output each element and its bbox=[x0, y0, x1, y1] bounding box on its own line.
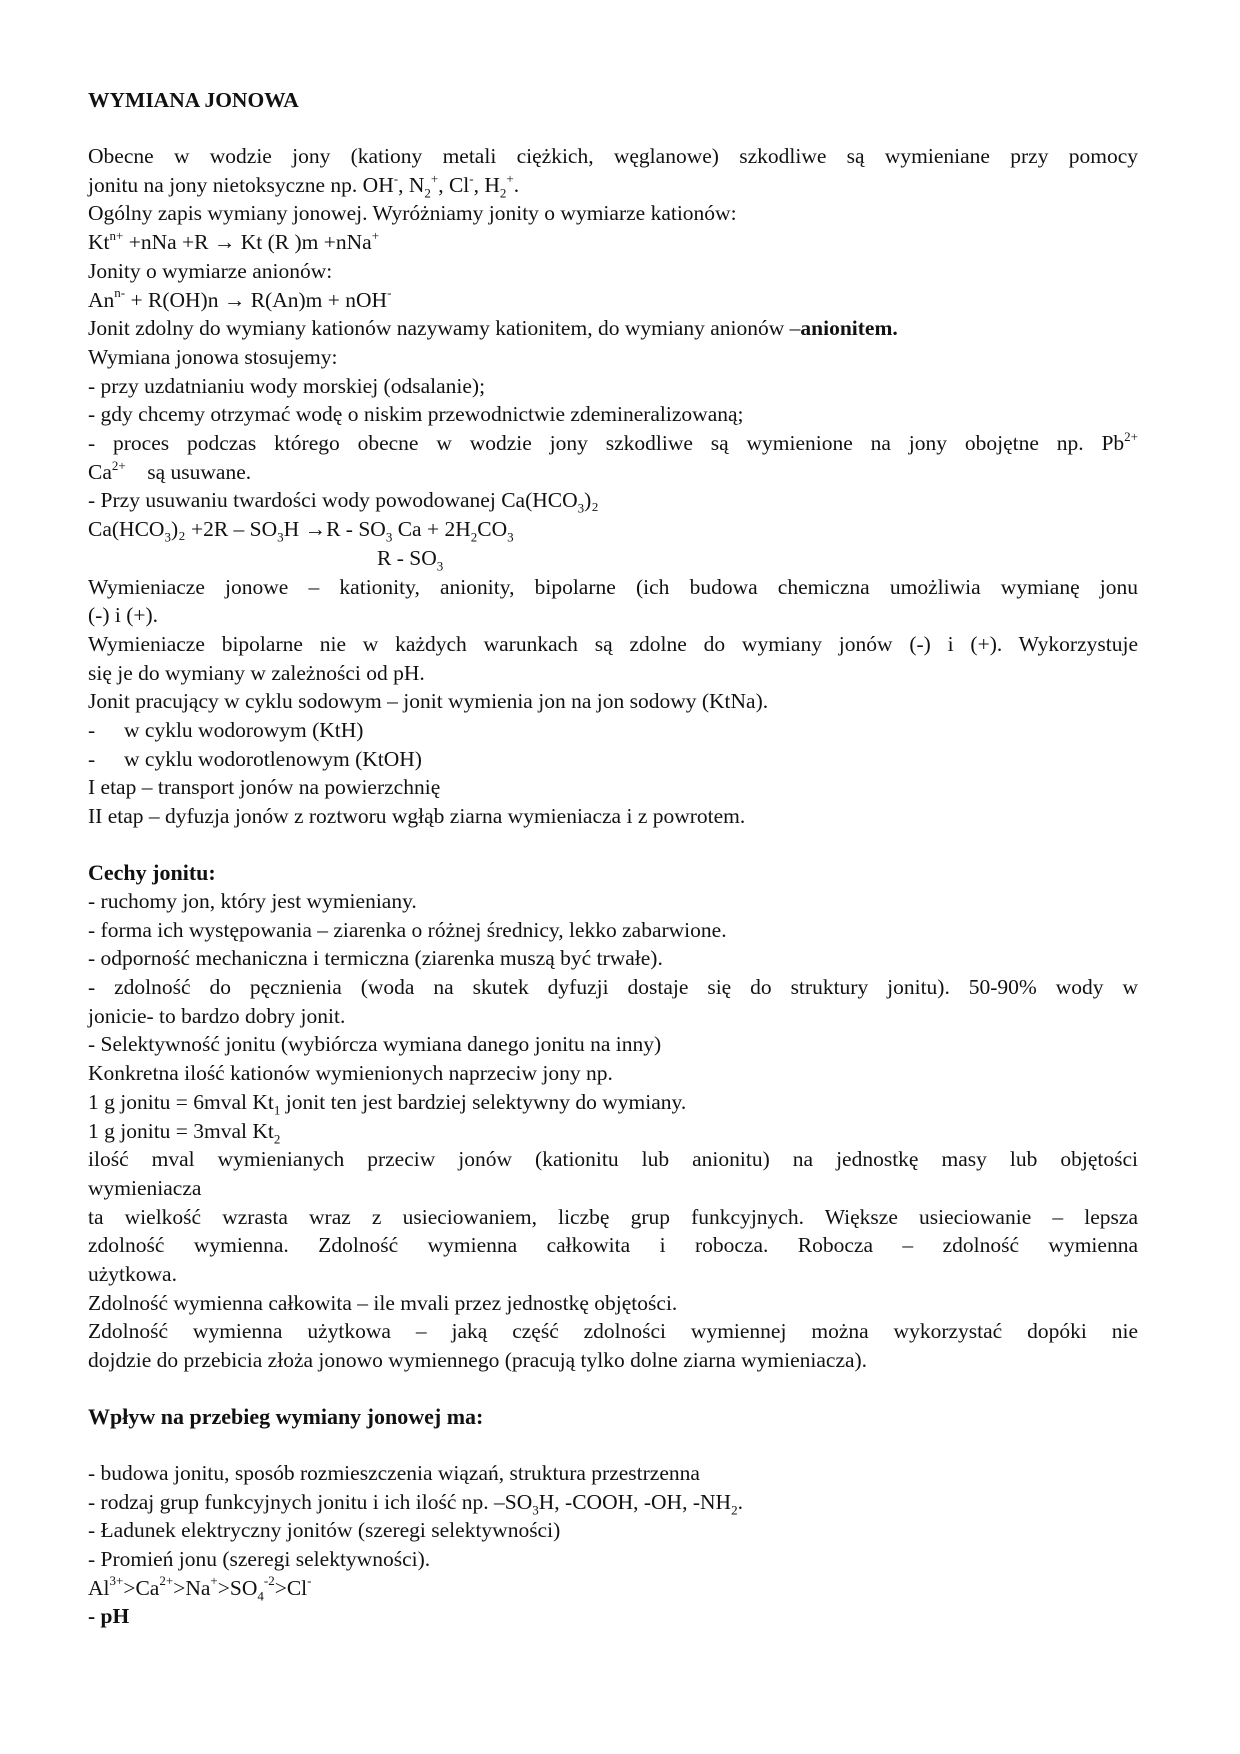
paragraph-line: Jonit zdolny do wymiany kationów nazywamy kationitem, do wymiany anionów –anionitem. bbox=[88, 316, 898, 341]
paragraph-line: Jonity o wymiarze anionów: bbox=[88, 258, 333, 283]
section-heading: Cechy jonitu: bbox=[88, 859, 216, 885]
equation-line: R - $SO_3$ bbox=[377, 545, 444, 574]
list-item: - Promień jonu (szeregi selektywności). bbox=[88, 1546, 431, 1571]
list-item: - Ładunek elektryczny jonitów (szeregi selektywności) bbox=[88, 1518, 561, 1543]
paragraph-line: dojdzie do przebicia złoża jonowo wymiennego (pracują tylko dolne ziarna wymieniacza). bbox=[88, 1348, 868, 1373]
list-item: - Przy usuwaniu twardości wody powodowanej $Ca(HCO_3)_2$ bbox=[88, 488, 599, 516]
list-item: - proces podczas którego obecne w wodzie jony szkodliwe są wymienione na jony obojętne np. $Pb^{2+}$ bbox=[88, 428, 1138, 456]
paragraph-line: zdolność wymienna. Zdolność wymienna całkowita i robocza. Robocza – zdolność wymienna bbox=[88, 1233, 1138, 1258]
paragraph-line: (-) i (+). bbox=[88, 603, 159, 628]
list-item: - pH bbox=[88, 1604, 130, 1629]
paragraph-line: jonitu na jony nietoksyczne np. OH-, $N_2^+$, Cl-, $H_2^+$. bbox=[88, 170, 520, 200]
paragraph-line: Konkretna ilość kationów wymienionych naprzeciw jony np. bbox=[88, 1061, 613, 1086]
paragraph-line: Obecne w wodzie jony (kationy metali ciężkich, węglanowe) szkodliwe są wymieniane przy pomocy bbox=[88, 144, 1138, 168]
list-item: - w cyklu wodorotlenowym (KtOH) bbox=[88, 746, 422, 771]
paragraph-line: 1 g jonitu = 6mval $Kt_1$ jonit ten jest bardziej selektywny do wymiany. bbox=[88, 1089, 687, 1118]
paragraph-line: I etap – transport jonów na powierzchnię bbox=[88, 775, 441, 800]
arrow-icon: → bbox=[304, 517, 327, 542]
list-item: jonicie- to bardzo dobry jonit. bbox=[88, 1003, 346, 1028]
list-item: - gdy chcemy otrzymać wodę o niskim przewodnictwie zdemineralizowaną; bbox=[88, 402, 744, 427]
list-item: - odporność mechaniczna i termiczna (ziarenka muszą być trwałe). bbox=[88, 946, 663, 971]
page-title: WYMIANA JONOWA bbox=[88, 88, 299, 112]
paragraph-line: się je do wymiany w zależności od pH. bbox=[88, 660, 425, 685]
paragraph-line: 1 g jonitu = 3mval $Kt_2$ bbox=[88, 1118, 281, 1146]
paragraph-line: Zdolność wymienna całkowita – ile mvali przez jednostkę objętości. bbox=[88, 1290, 678, 1315]
paragraph-line: użytkowa. bbox=[88, 1262, 177, 1287]
paragraph-line: Jonit pracujący w cyklu sodowym – jonit wymienia jon na jon sodowy (KtNa). bbox=[88, 689, 769, 714]
list-item: - rodzaj grup funkcyjnych jonitu i ich ilość np. $-SO_3H$, -COOH, -OH, $-NH_2$. bbox=[88, 1489, 743, 1517]
paragraph-line: Wymieniacze jonowe – kationity, anionity, bipolarne (ich budowa chemiczna umożliwia wymianę jonu bbox=[88, 574, 1138, 599]
equation-line: $Kt^{n+} +nNa +R \to Kt$ (R )m +nNa+ bbox=[88, 227, 380, 255]
section-heading: Wpływ na przebieg wymiany jonowej ma: bbox=[88, 1403, 484, 1429]
paragraph-line: ta wielkość wzrasta wraz z usieciowaniem, liczbę grup funkcyjnych. Większe usieciowanie – lepsza bbox=[88, 1204, 1138, 1229]
paragraph-line: II etap – dyfuzja jonów z roztworu wgłąb ziarna wymieniacza i z powrotem. bbox=[88, 804, 746, 829]
paragraph-line: Ogólny zapis wymiany jonowej. Wyróżniamy jonity o wymiarze kationów: bbox=[88, 201, 737, 226]
paragraph-line: ilość mval wymienianych przeciw jonów (kationitu lub anionitu) na jednostkę masy lub objętości bbox=[88, 1147, 1138, 1172]
paragraph-line: Zdolność wymienna użytkowa – jaką część zdolności wymiennej można wykorzystać dopóki nie bbox=[88, 1319, 1138, 1344]
equation-line: $Ca(HCO_3)_2 +2R - SO_3H \to R - SO_3$ $Ca + 2H_2CO_3$ bbox=[88, 517, 514, 545]
list-item: $Ca^{2+}$ są usuwane. bbox=[88, 457, 252, 484]
paragraph-line: Wymieniacze bipolarne nie w każdych warunkach są zdolne do wymiany jonów (-) i (+). Wykorzystuje bbox=[88, 631, 1138, 656]
arrow-icon: → bbox=[223, 287, 246, 312]
list-item: - Selektywność jonitu (wybiórcza wymiana danego jonitu na inny) bbox=[88, 1032, 662, 1057]
paragraph-line: Wymiana jonowa stosujemy: bbox=[88, 344, 338, 369]
equation-line: $An^{n-} + R(OH)n \to R(An)m + nOH^-$ bbox=[88, 285, 392, 312]
list-item: - budowa jonitu, sposób rozmieszczenia wiązań, struktura przestrzenna bbox=[88, 1460, 700, 1485]
equation-line: $Al^{3+}>Ca^{2+}>Na^+>SO_4^{-2}>Cl^-$ bbox=[88, 1573, 312, 1603]
list-item: - przy uzdatnianiu wody morskiej (odsalanie); bbox=[88, 373, 486, 398]
list-item: - forma ich występowania – ziarenka o różnej średnicy, lekko zabarwione. bbox=[88, 917, 727, 942]
arrow-icon: → bbox=[213, 230, 236, 255]
list-item: - zdolność do pęcznienia (woda na skutek dyfuzji dostaje się do struktury jonitu). 50-90% wody w bbox=[88, 974, 1138, 999]
list-item: - ruchomy jon, który jest wymieniany. bbox=[88, 888, 417, 913]
paragraph-line: wymieniacza bbox=[88, 1175, 202, 1200]
list-item: - w cyklu wodorowym (KtH) bbox=[88, 718, 364, 743]
document-page bbox=[88, 86, 1138, 1631]
